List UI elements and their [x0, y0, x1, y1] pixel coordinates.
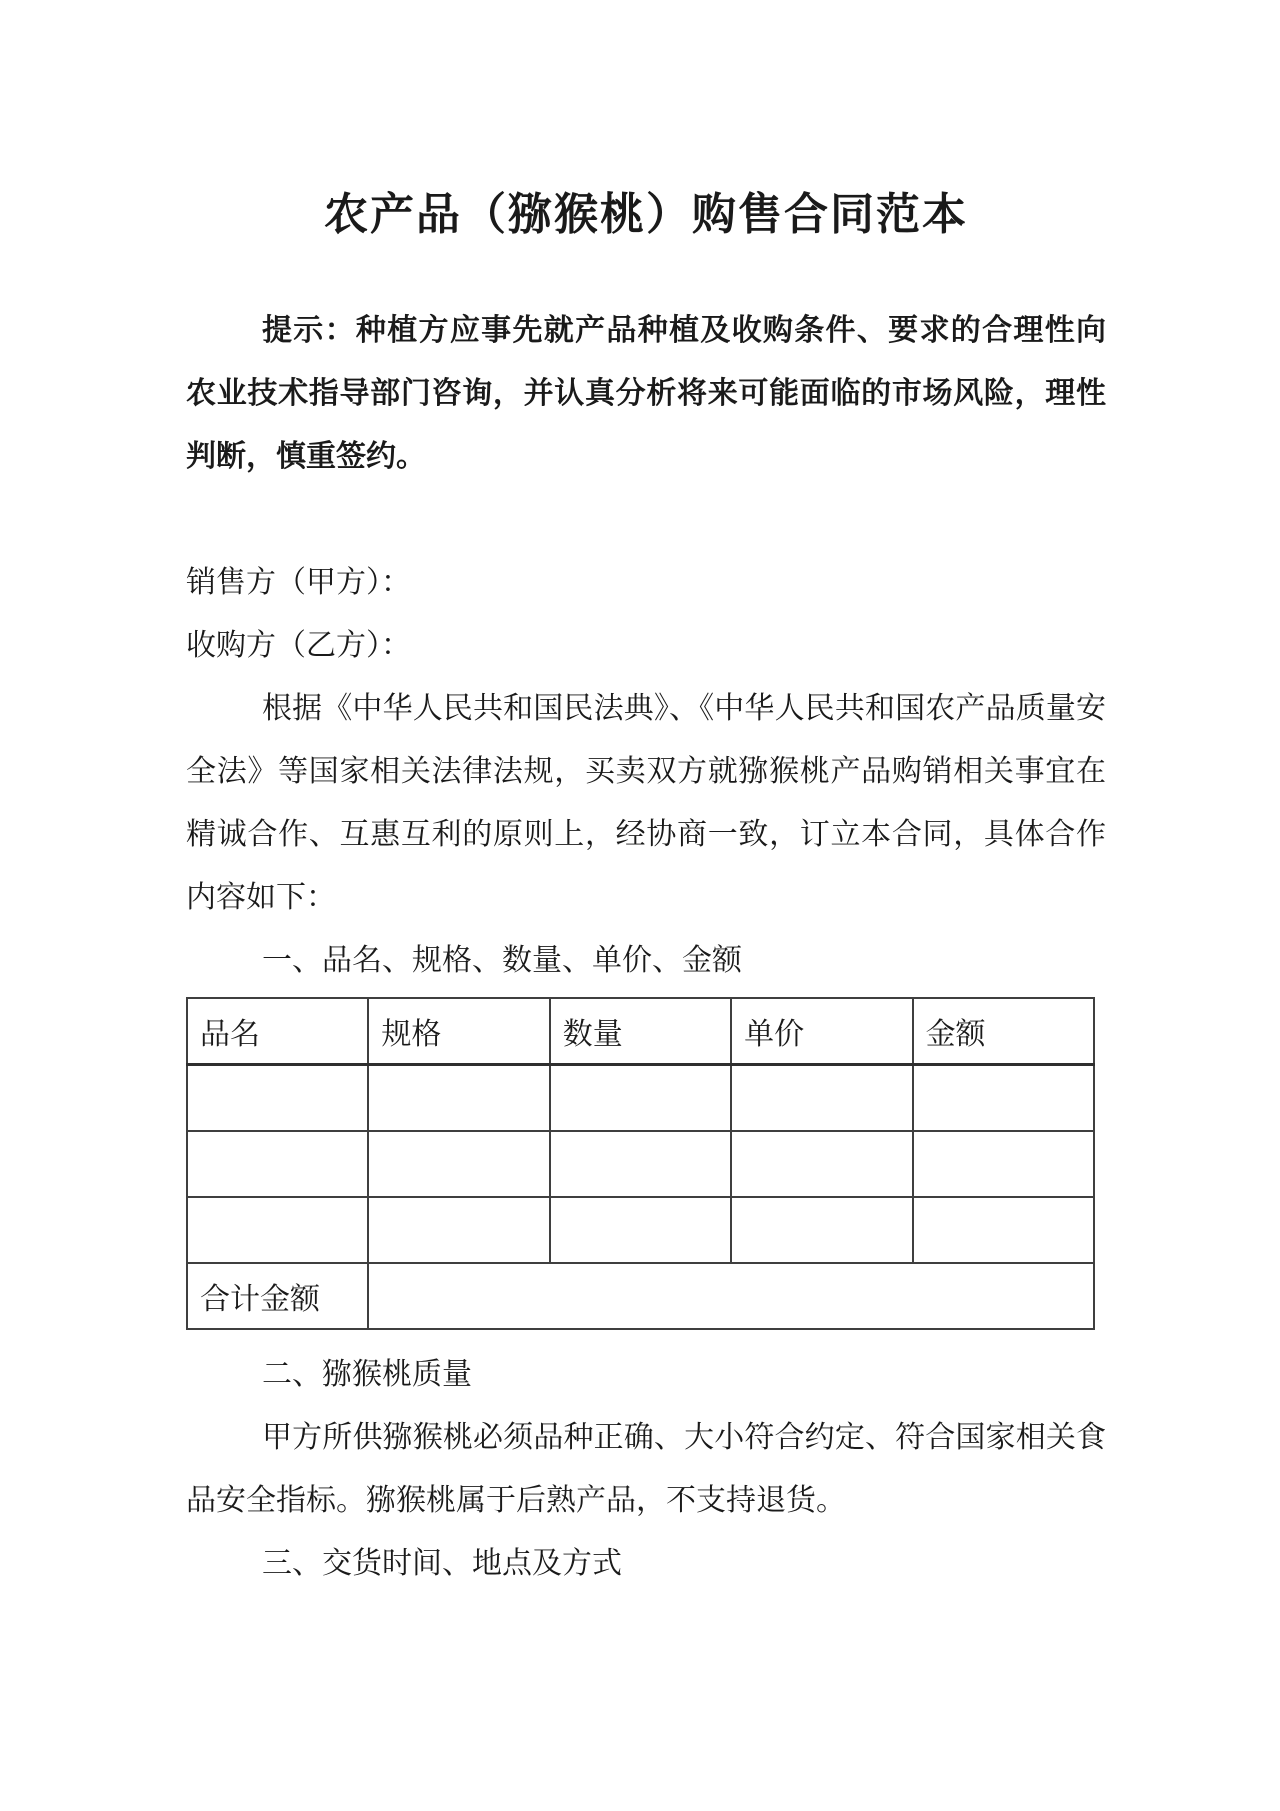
- section2-line: 甲方所供猕猴桃必须品种正确、大小符合约定、符合国家相关食: [262, 1421, 1106, 1454]
- table-row: [187, 1131, 1094, 1197]
- document-title: 农产品（猕猴桃）购售合同范本: [324, 190, 968, 239]
- notice-paragraph: [186, 299, 1106, 488]
- buyer-party-line: 收购方（乙方）：: [186, 629, 411, 662]
- table-cell-empty: [913, 1131, 1094, 1197]
- section1-heading: 一、品名、规格、数量、单价、金额: [262, 944, 742, 977]
- table-cell-empty: [731, 1197, 912, 1263]
- table-cell-empty: [731, 1131, 912, 1197]
- preamble-paragraph: [186, 677, 1106, 929]
- table-cell-empty: [550, 1065, 731, 1132]
- section2-line: 品安全指标。猕猴桃属于后熟产品，不支持退货。: [186, 1484, 846, 1517]
- preamble-line: 全法》等国家相关法律法规，买卖双方就猕猴桃产品购销相关事宜在: [186, 755, 1106, 788]
- products-table: [186, 997, 1095, 1330]
- th-unit-price: 单价: [731, 998, 912, 1065]
- notice-line: 农业技术指导部门咨询，并认真分析将来可能面临的市场风险，理性: [186, 377, 1106, 410]
- table-header-row: [187, 998, 1094, 1065]
- table-cell-empty: [550, 1197, 731, 1263]
- preamble-line: 根据《中华人民共和国民法典》、《中华人民共和国农产品质量安: [262, 692, 1106, 725]
- total-amount-label: 合计金额: [187, 1263, 368, 1329]
- section3-heading: 三、交货时间、地点及方式: [262, 1547, 622, 1580]
- th-quantity: 数量: [550, 998, 731, 1065]
- notice-line: 判断，慎重签约。: [186, 440, 426, 473]
- page-content: [186, 0, 1106, 1595]
- table-cell-empty: [913, 1065, 1094, 1132]
- table-cell-empty: [368, 1065, 549, 1132]
- seller-party-line: 销售方（甲方）：: [186, 566, 411, 599]
- table-total-row: [187, 1263, 1094, 1329]
- table-cell-empty: [731, 1065, 912, 1132]
- table-cell-empty: [187, 1197, 368, 1263]
- preamble-line: 内容如下：: [186, 881, 336, 914]
- th-amount: 金额: [913, 998, 1094, 1065]
- th-specification: 规格: [368, 998, 549, 1065]
- table-cell-empty: [187, 1065, 368, 1132]
- section2-heading: 二、猕猴桃质量: [262, 1358, 472, 1391]
- preamble-line: 精诚合作、互惠互利的原则上，经协商一致，订立本合同，具体合作: [186, 818, 1106, 851]
- section2-paragraph: [186, 1406, 1106, 1532]
- table-cell-empty: [368, 1197, 549, 1263]
- table-cell-empty: [187, 1131, 368, 1197]
- table-row: [187, 1065, 1094, 1132]
- table-cell-empty: [550, 1131, 731, 1197]
- th-product-name: 品名: [187, 998, 368, 1065]
- table-cell-empty: [368, 1131, 549, 1197]
- notice-line: 提示：种植方应事先就产品种植及收购条件、要求的合理性向: [262, 314, 1106, 347]
- blank-line: [186, 488, 1106, 551]
- total-amount-value: [368, 1263, 1094, 1329]
- table-cell-empty: [913, 1197, 1094, 1263]
- table-row: [187, 1197, 1094, 1263]
